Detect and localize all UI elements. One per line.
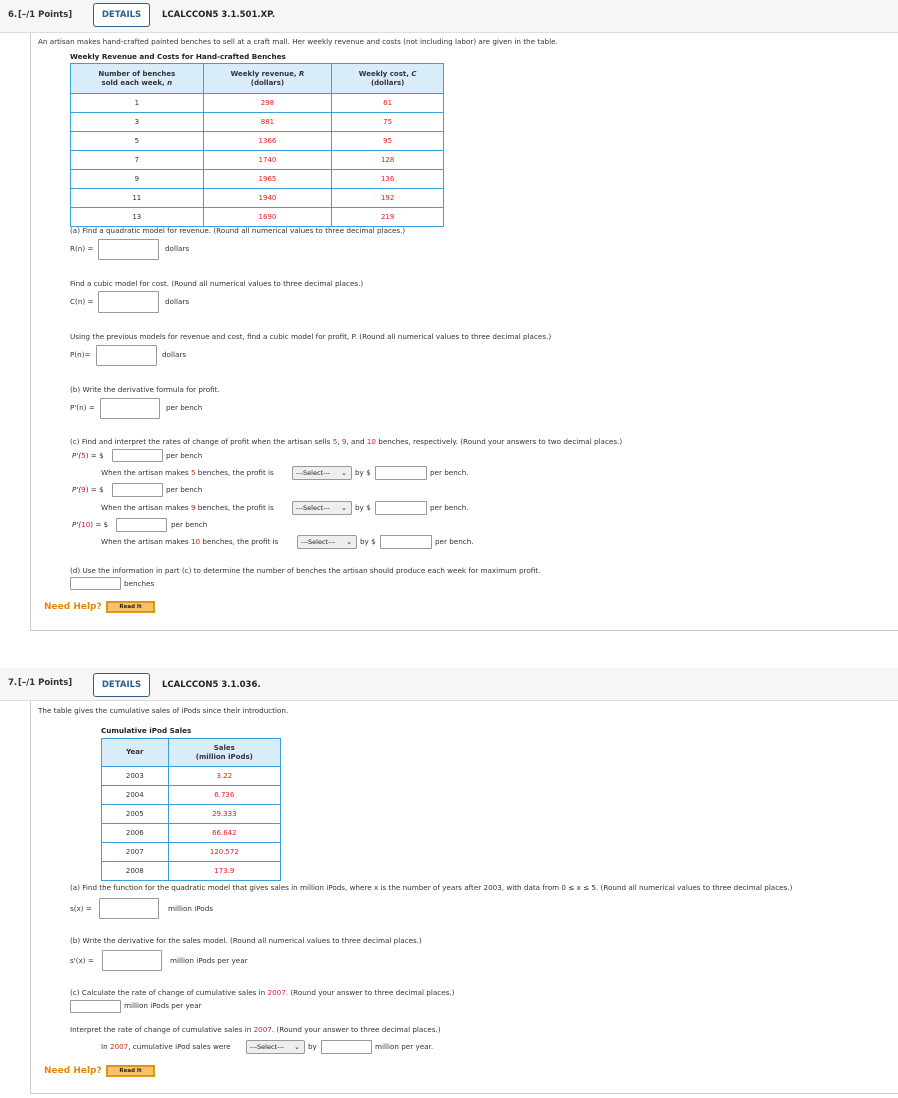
q7-header xyxy=(0,668,898,701)
cn-label: C(n) = xyxy=(70,297,94,306)
col-header-benches: Number of benches sold each week, n xyxy=(71,64,204,94)
table-row xyxy=(71,170,444,189)
table-cell: 1 xyxy=(71,94,204,113)
q7-select[interactable]: ---Select--- ⌄ xyxy=(246,1040,305,1054)
q7-read-it-button[interactable]: Read It xyxy=(106,1065,155,1077)
q6-number: 6. xyxy=(8,10,18,20)
table-cell: 5 xyxy=(71,132,204,151)
benches-unit: benches xyxy=(124,579,155,588)
p5-interpret: When the artisan makes 5 benches, the profit is xyxy=(101,468,274,477)
table-cell: 298 xyxy=(203,94,332,113)
table-row xyxy=(71,113,444,132)
rate-unit: million iPods per year xyxy=(124,1001,202,1010)
q6-code: LCALCCON5 3.1.501.XP. xyxy=(162,10,276,20)
sdx-unit: million iPods per year xyxy=(170,956,248,965)
chevron-down-icon: ⌄ xyxy=(346,538,352,546)
cn-unit: dollars xyxy=(165,297,190,306)
q7-b-prompt: (b) Write the derivative for the sales model. (Round all numerical values to three decimal places.) xyxy=(70,936,422,945)
table-cell: 13 xyxy=(71,208,204,227)
rn-label: R(n) = xyxy=(70,244,94,253)
table-cell: 11 xyxy=(71,189,204,208)
table-row xyxy=(71,132,444,151)
table-row xyxy=(71,208,444,227)
table-cell: 2005 xyxy=(102,805,169,824)
sdx-label: s'(x) = xyxy=(70,956,94,965)
q7-amount-unit: million per year. xyxy=(375,1042,434,1051)
p9-amount-unit: per bench. xyxy=(430,503,469,512)
table-cell: 128 xyxy=(332,151,444,170)
q7-c-prompt: (c) Calculate the rate of change of cumulative sales in 2007. (Round your answer to three decimal places.) xyxy=(70,988,455,997)
q7-need-help: Need Help? xyxy=(44,1066,102,1076)
p5-input[interactable] xyxy=(112,449,163,462)
q6-d-prompt: (d) Use the information in part (c) to determine the number of benches the artisan should produce each week for maximum profit. xyxy=(70,566,541,575)
p5-label: P'(5) = $ xyxy=(72,451,104,460)
p10-by: by $ xyxy=(360,537,376,546)
p5-by: by $ xyxy=(355,468,371,477)
q7-intro: The table gives the cumulative sales of iPods since their introduction. xyxy=(38,706,289,715)
q6-header xyxy=(0,0,898,33)
q6-table xyxy=(70,63,444,227)
table-cell: 75 xyxy=(332,113,444,132)
table-cell: 61 xyxy=(332,94,444,113)
chevron-down-icon: ⌄ xyxy=(341,469,347,477)
p10-select[interactable]: ---Select--- ⌄ xyxy=(297,535,357,549)
table-cell: 881 xyxy=(203,113,332,132)
chevron-down-icon: ⌄ xyxy=(341,504,347,512)
p5-select[interactable]: ---Select--- ⌄ xyxy=(292,466,352,480)
rn-input[interactable] xyxy=(98,239,159,260)
rn-unit: dollars xyxy=(165,244,190,253)
q7-interpret-prompt: Interpret the rate of change of cumulative sales in 2007. (Round your answer to three decimal places.) xyxy=(70,1025,441,1034)
col-header-year: Year xyxy=(102,739,169,767)
q7-table-caption: Cumulative iPod Sales xyxy=(101,726,192,735)
col-header-cost: Weekly cost, C (dollars) xyxy=(332,64,444,94)
table-cell: 95 xyxy=(332,132,444,151)
sx-input[interactable] xyxy=(99,898,159,919)
table-cell: 6.736 xyxy=(168,786,280,805)
table-row xyxy=(102,824,281,843)
q6-a-prompt: (a) Find a quadratic model for revenue. (Round all numerical values to three decimal places.) xyxy=(70,226,406,235)
table-cell: 2007 xyxy=(102,843,169,862)
table-cell: 1366 xyxy=(203,132,332,151)
table-cell: 29.333 xyxy=(168,805,280,824)
q7-code: LCALCCON5 3.1.036. xyxy=(162,680,261,690)
pn-input[interactable] xyxy=(96,345,157,366)
q7-details-button[interactable]: DETAILS xyxy=(93,673,150,697)
p9-amount-input[interactable] xyxy=(375,501,427,515)
q7-amount-input[interactable] xyxy=(321,1040,372,1054)
table-row xyxy=(102,805,281,824)
p10-interpret: When the artisan makes 10 benches, the profit is xyxy=(101,537,279,546)
p5-amount-unit: per bench. xyxy=(430,468,469,477)
pdn-input[interactable] xyxy=(100,398,160,419)
table-row xyxy=(102,843,281,862)
p5-amount-input[interactable] xyxy=(375,466,427,480)
pdn-label: P'(n) = xyxy=(70,403,95,412)
table-cell: 173.9 xyxy=(168,862,280,881)
p5-unit: per bench xyxy=(166,451,203,460)
p9-select[interactable]: ---Select--- ⌄ xyxy=(292,501,352,515)
pdn-unit: per bench xyxy=(166,403,203,412)
p10-input[interactable] xyxy=(116,518,167,532)
p10-label: P'(10) = $ xyxy=(72,520,109,529)
table-cell: 2008 xyxy=(102,862,169,881)
table-cell: 3 xyxy=(71,113,204,132)
col-header-sales: Sales (million iPods) xyxy=(168,739,280,767)
q7-by: by xyxy=(308,1042,317,1051)
table-cell: 1740 xyxy=(203,151,332,170)
table-cell: 136 xyxy=(332,170,444,189)
table-row xyxy=(71,94,444,113)
p10-amount-input[interactable] xyxy=(380,535,432,549)
table-cell: 2006 xyxy=(102,824,169,843)
table-row xyxy=(71,189,444,208)
q7-points: [–/1 Points] xyxy=(18,678,73,688)
col-header-revenue: Weekly revenue, R (dollars) xyxy=(203,64,332,94)
chevron-down-icon: ⌄ xyxy=(294,1043,300,1051)
q6-points: [–/1 Points] xyxy=(18,10,73,20)
q7-a-prompt: (a) Find the function for the quadratic model that gives sales in million iPods, where x is the number of years after 2003, with data from 0 ≤ x ≤ 5. (Round all numerical values to three decimal places.) xyxy=(70,883,793,892)
q7-interpret-sentence: In 2007, cumulative iPod sales were xyxy=(101,1042,231,1051)
q6-read-it-button[interactable]: Read It xyxy=(106,601,155,613)
q6-profit-prompt: Using the previous models for revenue and cost, find a cubic model for profit, P. (Round all numerical values to three decimal places.) xyxy=(70,332,552,341)
p9-input[interactable] xyxy=(112,483,163,497)
pn-unit: dollars xyxy=(162,350,187,359)
cn-input[interactable] xyxy=(98,291,159,313)
table-cell: 2004 xyxy=(102,786,169,805)
q6-c-prompt: (c) Find and interpret the rates of change of profit when the artisan sells 5, 9, and 10 benches, respectively. (Round your answers to two decimal places.) xyxy=(70,437,623,446)
q7-number: 7. xyxy=(8,678,18,688)
table-cell: 66.642 xyxy=(168,824,280,843)
sdx-input[interactable] xyxy=(102,950,162,971)
table-cell: 1690 xyxy=(203,208,332,227)
pn-label: P(n)= xyxy=(70,350,91,359)
p10-unit: per bench xyxy=(171,520,208,529)
q6-table-caption: Weekly Revenue and Costs for Hand-crafted Benches xyxy=(70,52,286,61)
q6-b-prompt: (b) Write the derivative formula for profit. xyxy=(70,385,220,394)
p9-unit: per bench xyxy=(166,485,203,494)
sx-label: s(x) = xyxy=(70,904,92,913)
p9-label: P'(9) = $ xyxy=(72,485,104,494)
table-cell: 3.22 xyxy=(168,767,280,786)
table-cell: 192 xyxy=(332,189,444,208)
table-row xyxy=(71,151,444,170)
table-cell: 219 xyxy=(332,208,444,227)
table-row xyxy=(102,786,281,805)
q6-details-button[interactable]: DETAILS xyxy=(93,3,150,27)
table-cell: 2003 xyxy=(102,767,169,786)
q7-table xyxy=(101,738,281,881)
table-cell: 1940 xyxy=(203,189,332,208)
rate-input[interactable] xyxy=(70,1000,121,1013)
p9-interpret: When the artisan makes 9 benches, the profit is xyxy=(101,503,274,512)
p10-amount-unit: per bench. xyxy=(435,537,474,546)
q6-need-help: Need Help? xyxy=(44,602,102,612)
sx-unit: million iPods xyxy=(168,904,214,913)
table-cell: 1965 xyxy=(203,170,332,189)
p9-by: by $ xyxy=(355,503,371,512)
benches-input[interactable] xyxy=(70,577,121,590)
table-cell: 7 xyxy=(71,151,204,170)
q6-intro: An artisan makes hand-crafted painted benches to sell at a craft mall. Her weekly revenue and costs (not including labor) are given in the table. xyxy=(38,37,558,46)
table-row xyxy=(102,862,281,881)
table-cell: 9 xyxy=(71,170,204,189)
table-cell: 120.572 xyxy=(168,843,280,862)
table-row xyxy=(102,767,281,786)
q6-cubic-prompt: Find a cubic model for cost. (Round all numerical values to three decimal places.) xyxy=(70,279,364,288)
